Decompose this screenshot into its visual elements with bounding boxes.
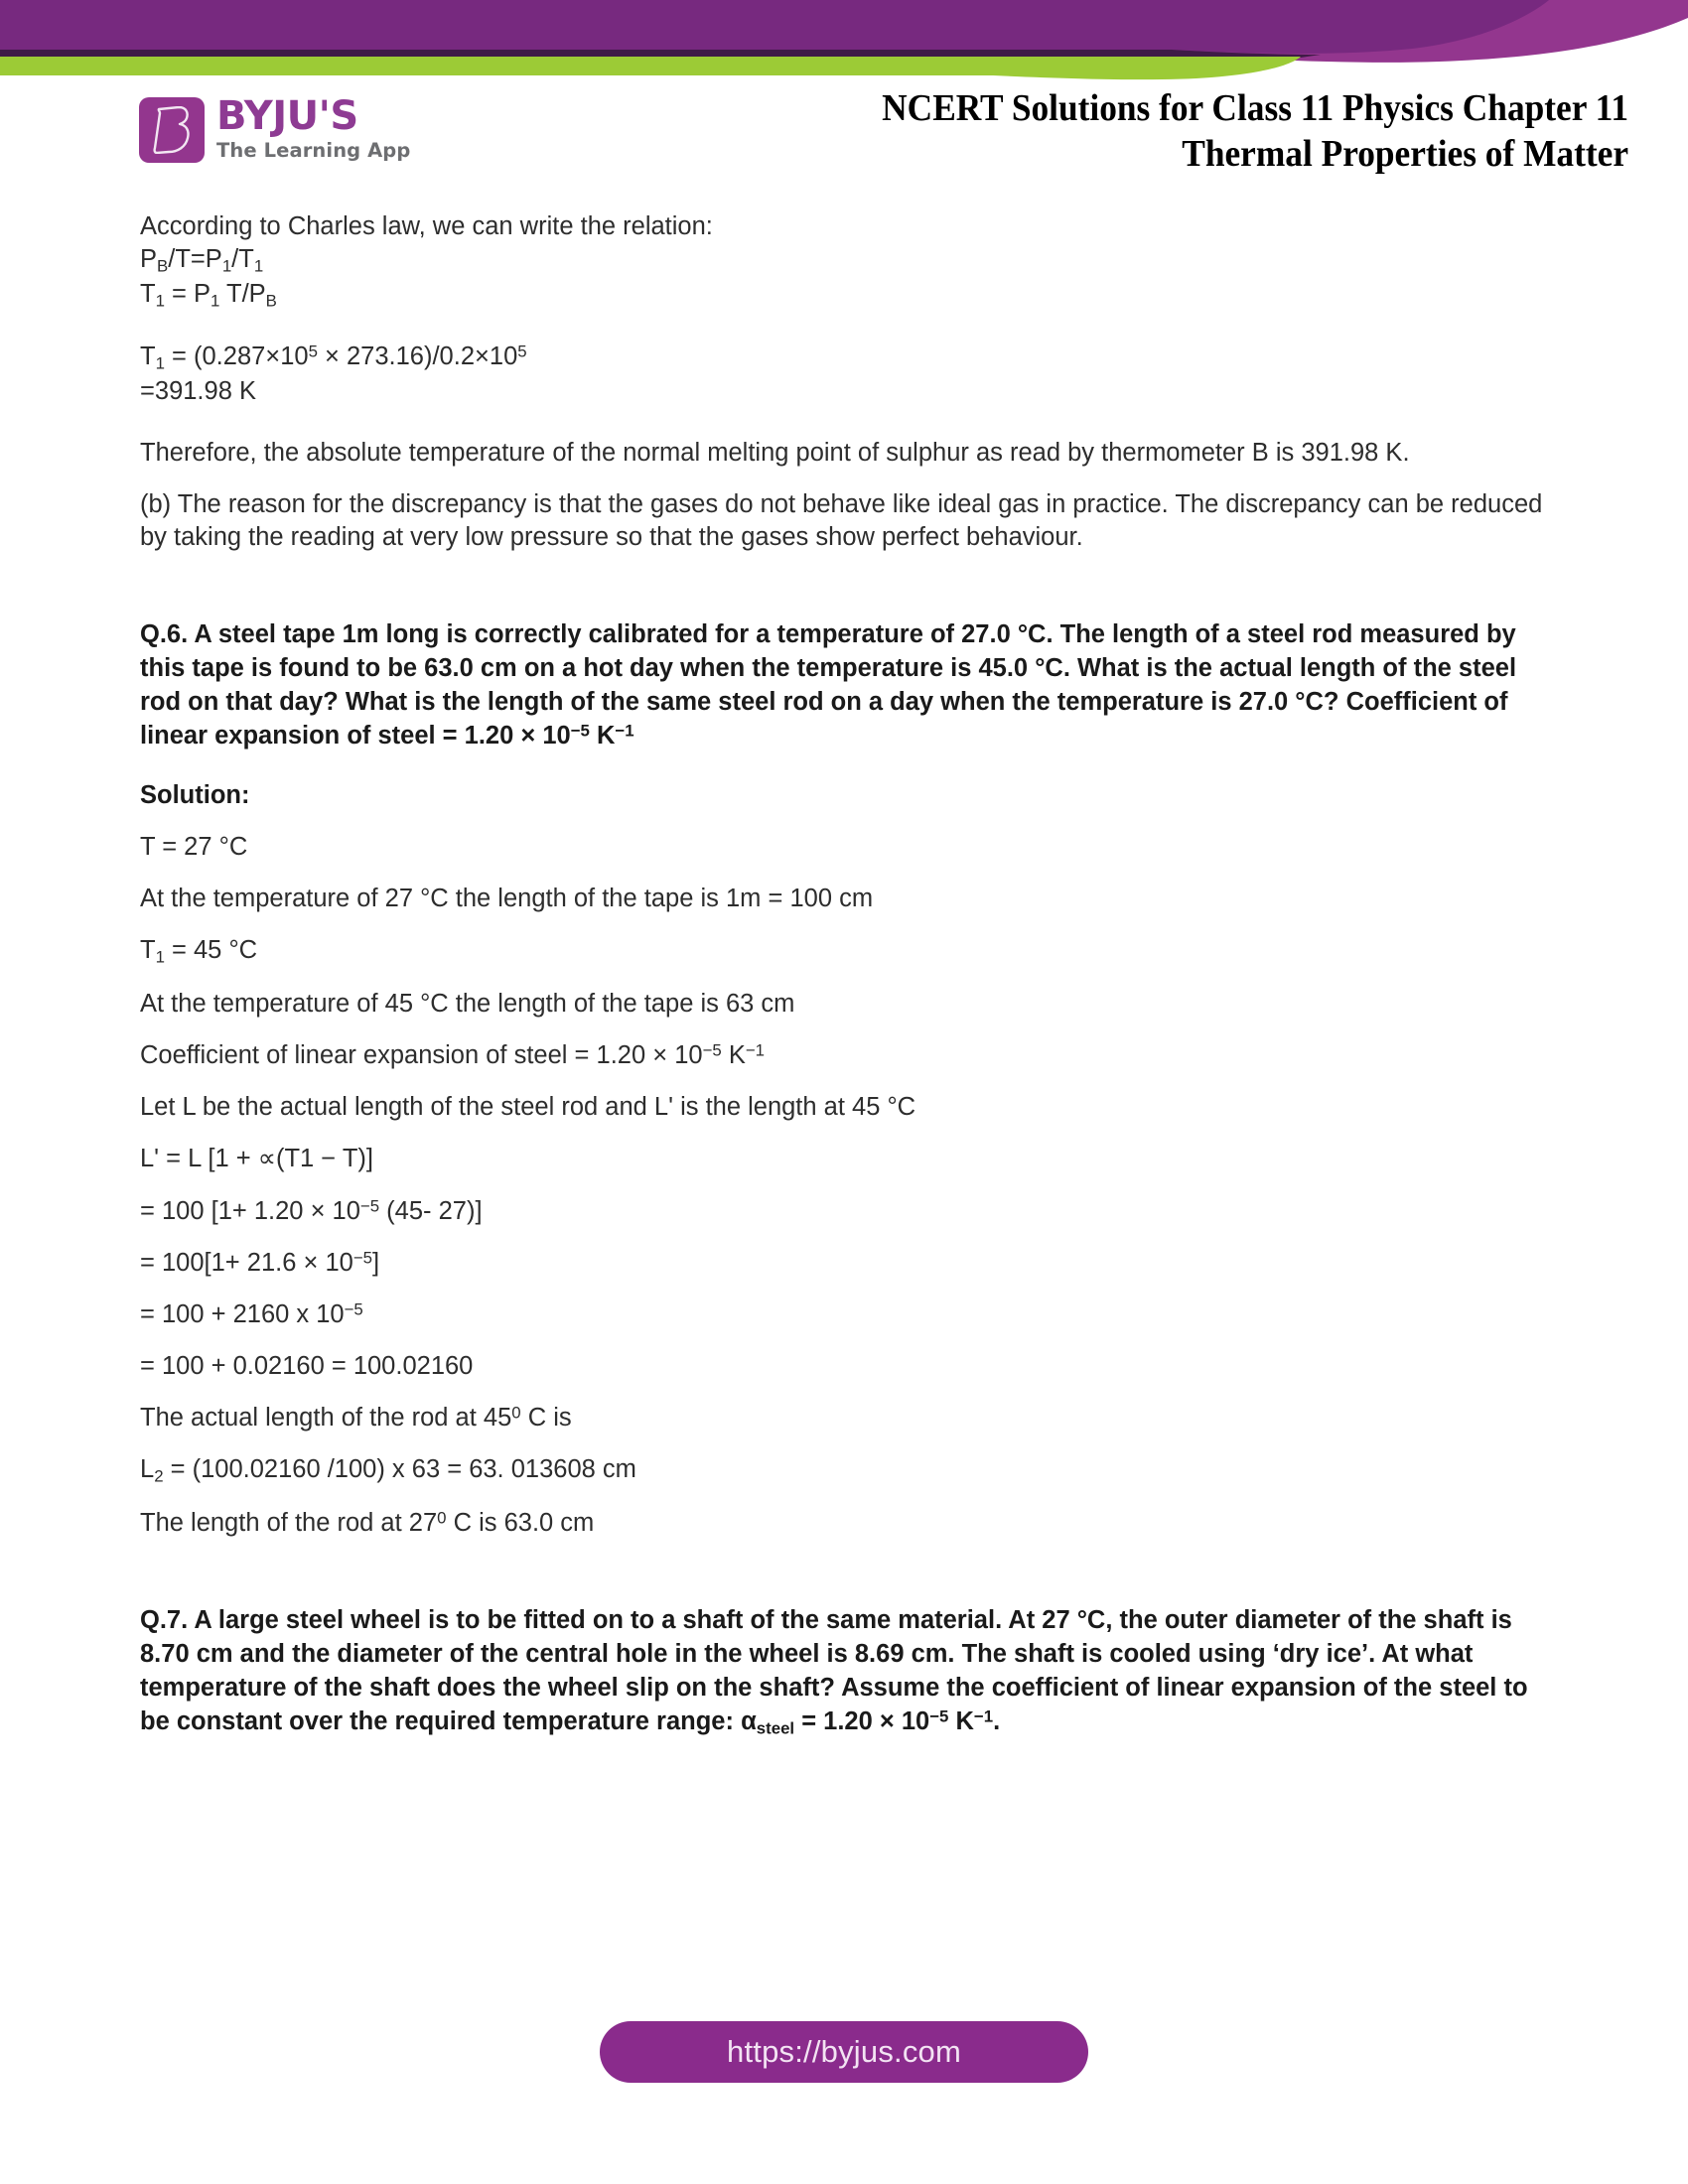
- paragraph-therefore: Therefore, the absolute temperature of the normal melting point of sulphur as read by thermometer B is 391.98 K.: [140, 439, 1410, 468]
- logo-tagline: The Learning App: [216, 139, 411, 163]
- equation-t1-substitution: $T_1 = (0.287\times 10^5 \times 273.16)/0.2\times 10^5$: [140, 341, 527, 373]
- q6-equation-2: = 100 [$1+ 1.20 \times 10^{-5}$ (45- 27)]: [140, 1195, 483, 1225]
- question-7: Q.7. A large steel wheel is to be fitted on to a shaft of the same material. At 27 °C, the outer diameter of the shaft is 8.70 cm and the diameter of the central hole in the wheel is 8.69 cm. The shaft is cooled using ‘dry ice’. At what temperature of the shaft does the wheel slip on the shaft? Assume the coefficient of linear expansion of the steel to be constant over the required temperature range: $\alpha_{steel} = 1.20 \times 10^{-5}$ $K^{-1}$.: [140, 1606, 1528, 1738]
- byjus-logo: [139, 93, 411, 163]
- footer-url-label: https://byjus.com: [727, 2034, 961, 2069]
- equation-t1-result: =391.98 K: [140, 376, 256, 405]
- q6-equation-3: = $100[1+ 21.6 \times 10^{-5}]$: [140, 1248, 380, 1277]
- footer-url-button[interactable]: [600, 2021, 1088, 2083]
- paragraph-part-b: (b) The reason for the discrepancy is that the gases do not behave like ideal gas in practice. The discrepancy can be reduced by taking the reading at very low pressure so that the gases show perfect behaviour.: [140, 490, 1543, 552]
- q6-line-tape-45: At the temperature of 45 °C the length of the tape is 63 cm: [140, 990, 795, 1019]
- page-title-line-2: Thermal Properties of Matter: [1182, 133, 1628, 176]
- q6-line-final-length: The length of the rod at $27^0$ C is 63.0 cm: [140, 1508, 595, 1537]
- q6-line-let-L: Let L be the actual length of the steel rod and L' is the length at 45 °C: [140, 1093, 916, 1122]
- q6-line-tape-27: At the temperature of 27 °C the length of the tape is 1m = 100 cm: [140, 885, 874, 913]
- byjus-logo-mark-icon: [139, 97, 205, 163]
- page-title: [761, 85, 1628, 178]
- logo-b-glyph-icon: [152, 106, 192, 154]
- paragraph-charles-law: According to Charles law, we can write the relation:: [140, 212, 713, 240]
- q6-equation-4: = 100 + 2160 x $10^{-5}$: [140, 1299, 363, 1328]
- document-content: [140, 210, 1550, 1740]
- question-6: Q.6. A steel tape 1m long is correctly calibrated for a temperature of 27.0 °C. The length of a steel rod measured by this tape is found to be 63.0 cm on a hot day when the temperature is 45.0 °C. What is the actual length of the steel rod on that day? What is the length of the same steel rod on a day when the temperature is 27.0 °C? Coefficient of linear expansion of steel = $1.20 \times 10^{-5}$ $K^{-1}$: [140, 620, 1517, 751]
- header-band-green: [0, 57, 1301, 79]
- q6-line-t1: $T_1 = 45$ °C: [140, 936, 258, 968]
- q6-line-actual-length: The actual length of the rod at $45^0$ C is: [140, 1403, 572, 1433]
- q6-line-t: T = 27 °C: [140, 833, 248, 862]
- q6-line-coefficient: Coefficient of linear expansion of steel = $1.20 \times 10^{-5}$ $K^{-1}$: [140, 1040, 766, 1070]
- equation-charles-relation: $P_B/T=P_1/T_1$: [140, 245, 264, 276]
- header-band-purple: [0, 0, 1549, 54]
- q6-equation-1: L' = L [1 + ∝(T1 − T)]: [140, 1145, 373, 1173]
- page-title-line-1: NCERT Solutions for Class 11 Physics Chapter 11: [882, 87, 1628, 129]
- solution-label-q6: Solution:: [140, 781, 250, 810]
- equation-t1-formula: $T_1 = P_1$ $T/P_B$: [140, 279, 277, 311]
- logo-wordmark: BYJU'S: [216, 93, 358, 139]
- header-separator-line: [0, 50, 1321, 58]
- q6-equation-5: = 100 + 0.02160 = 100.02160: [140, 1352, 474, 1381]
- q6-equation-l2: $L_2 = (100.02160$ /100) x 63 = 63. 013608 cm: [140, 1455, 636, 1487]
- header-decoration-bands: [0, 0, 1688, 89]
